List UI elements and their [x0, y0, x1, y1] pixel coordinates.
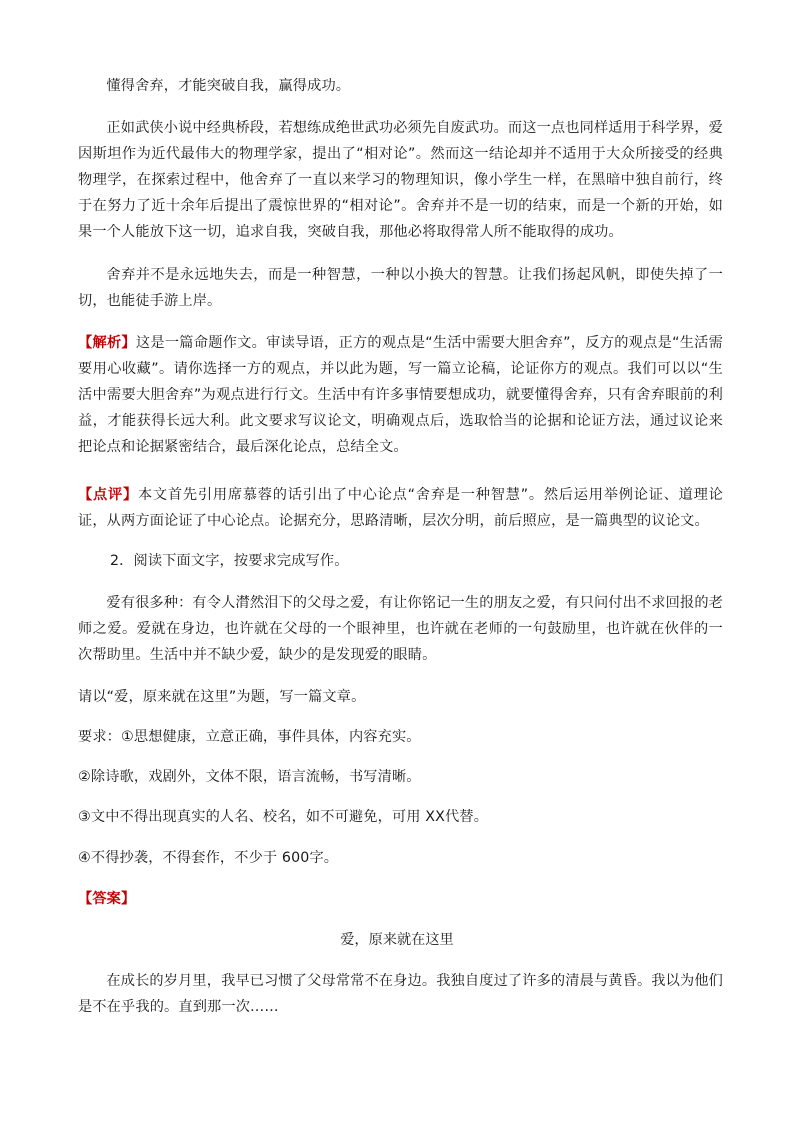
comment-section — [78, 482, 723, 534]
prompt-paragraph: 爱有很多种：有令人潸然泪下的父母之爱，有让你铭记一生的朋友之爱，有只问付出不求回报的老师之爱。爱就在身边，也许就在父母的一个眼神里，也许就在老师的一句鼓励里，也许就在伙伴的一次帮助里。生活中并不缺少爱，缺少的是发现爱的眼睛。 — [78, 595, 723, 663]
comment-text: 本文首先引用席慕蓉的话引出了中心论点“舍弃是一种智慧”。然后运用举例论证、道理论证，从两方面论证了中心论点。论据充分，思路清晰，层次分明，前后照应，是一篇典型的议论文。 — [78, 487, 723, 529]
analysis-section — [78, 330, 723, 460]
analysis-text: 这是一篇命题作文。审读导语，正方的观点是“生活中需要大胆舍弃”，反方的观点是“生活需要用心收藏”。请你选择一方的观点，并以此为题，写一篇立论稿，论证你方的观点。我们可以以“生活中需要大胆舍弃”为观点进行行文。生活中有许多事情要想成功，就要懂得舍弃，只有舍弃眼前的利益，才能获得长远大利。此文要求写议论文，明确观点后，选取恰当的论据和论证方法，通过议论来把论点和论据紧密结合，最后深化论点，总结全文。 — [78, 335, 723, 455]
comment-tag: 【点评】 — [78, 487, 138, 503]
essay-title: 爱，原来就在这里 — [340, 932, 454, 948]
paragraph-2: 正如武侠小说中经典桥段，若想练成绝世武功必须先自废武功。而这一点也同样适用于科学界，爱因斯坦作为近代最伟大的物理学家，提出了“相对论”。然而这一结论却并不适用于大众所接受的经典物理学，在探索过程中，他舍弃了一直以来学习的物理知识，像小学生一样，在黑暗中独自前行，终于在努力了近十余年后提出了震惊世界的“相对论”。舍弃并不是一切的结束，而是一个新的开始，如果一个人能放下这一切，追求自我，突破自我，那他必将取得常人所不能取得的成功。 — [78, 120, 723, 240]
essay-paragraph: 在成长的岁月里，我早已习惯了父母常常不在身边。我独自度过了许多的清晨与黄昏。我以为他们是不在乎我的。直到那一次…… — [78, 973, 723, 1015]
instruction: 请以“爱，原来就在这里”为题，写一篇文章。 — [78, 689, 366, 705]
answer-tag: 【答案】 — [78, 891, 136, 907]
paragraph-3: 舍弃并不是永远地失去，而是一种智慧，一种以小换大的智慧。让我们扬起风帆，即使失掉了一切，也能徒手游上岸。 — [78, 267, 723, 309]
requirement-3: ③文中不得出现真实的人名、校名，如不可避免，可用 XX代替。 — [78, 809, 489, 825]
analysis-tag: 【解析】 — [78, 335, 136, 351]
paragraph-1: 懂得舍弃，才能突破自我，赢得成功。 — [106, 78, 351, 94]
requirement-4: ④不得抄袭，不得套作，不少于 600字。 — [78, 850, 339, 866]
question-2: 2．阅读下面文字，按要求完成写作。 — [110, 553, 349, 569]
answer-tag-line — [78, 886, 723, 912]
requirement-1: 要求：①思想健康，立意正确，事件具体，内容充实。 — [78, 729, 421, 745]
requirement-2: ②除诗歌，戏剧外，文体不限，语言流畅，书写清晰。 — [78, 769, 421, 785]
